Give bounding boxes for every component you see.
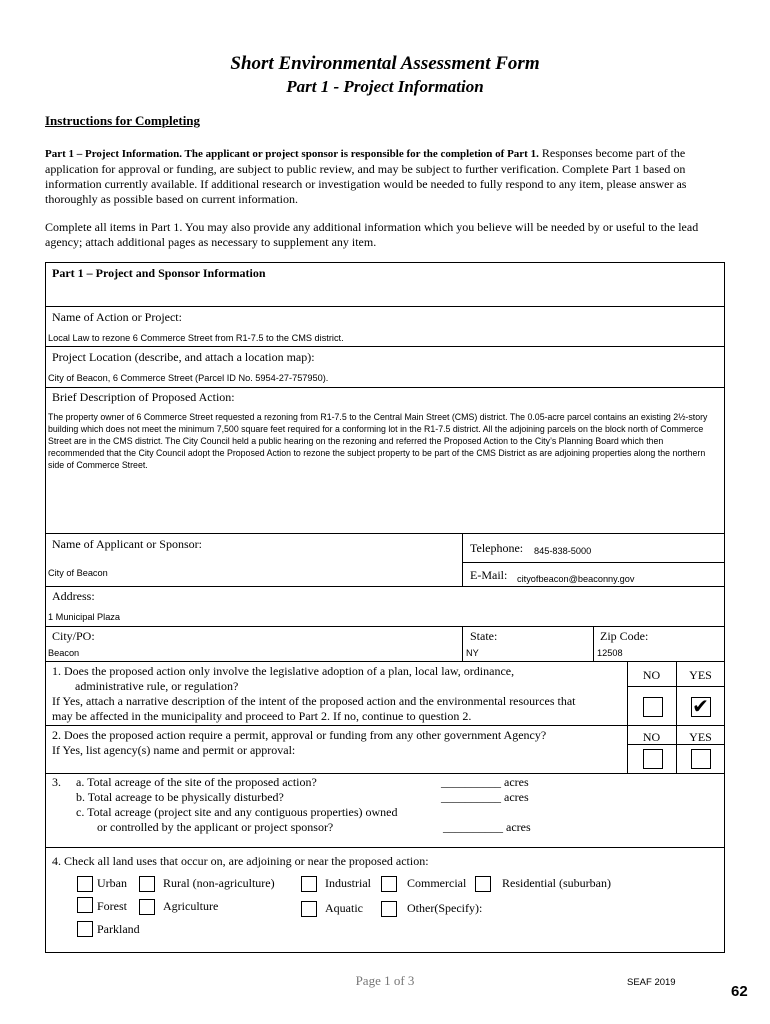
land-use-aquatic-label: Aquatic [325,901,363,915]
land-use-parkland-label: Parkland [97,922,140,936]
instructions-paragraph-2: Complete all items in Part 1. You may also provide any additional information which you believe will be needed by or useful to the lead agency; attach additional pages as necessary to supplement any item. [45,220,699,249]
section-title: Part 1 – Project and Sponsor Information [52,266,266,280]
location-label: Project Location (describe, and attach a location map): [52,350,315,364]
q2-line-2: If Yes, list agency(s) name and permit or approval: [52,743,296,757]
q3-a-acres[interactable]: __________ acres [441,775,529,789]
q3-b: b. Total acreage to be physically disturbed? [76,790,284,804]
city-label: City/PO: [52,629,95,643]
q1-line-1: 1. Does the proposed action only involve the legislative adoption of a plan, local law, ordinance, [52,664,515,678]
address-label: Address: [52,589,95,603]
location-value[interactable]: City of Beacon, 6 Commerce Street (Parcel ID No. 5954-27-757950). [48,373,329,383]
q2-no-label: NO [642,730,661,744]
q1-line-3: If Yes, attach a narrative description of the intent of the proposed action and the environmental resources that [52,694,576,708]
address-value[interactable]: 1 Municipal Plaza [48,612,121,622]
land-use-rural-checkbox[interactable] [139,876,155,892]
q3-c-acres[interactable]: __________ acres [443,820,531,834]
land-use-residential-checkbox[interactable] [475,876,491,892]
instructions-body: Responses become part of the application for approval or funding, are subject to public review, and may be subject to further verification. Complete Part 1 based on information currently available. If additional research or investigation would be needed to fully respond to any item, please answer as thoroughly as possible based on current information. [45,146,687,206]
q1-yes-label: YES [689,668,712,682]
email-value[interactable]: cityofbeacon@beaconny.gov [517,574,635,584]
state-label: State: [470,629,498,643]
instructions-bold-lead: Part 1 – Project Information. The applicant or project sponsor is responsible for the completion of Part 1. [45,148,539,160]
instructions-paragraph-1 [45,146,725,207]
q2-no-checkbox[interactable] [643,749,663,769]
city-value[interactable]: Beacon [48,648,80,658]
q3-c-line-2: or controlled by the applicant or project sponsor? [97,820,334,834]
instructions-heading: Instructions for Completing [45,113,201,128]
land-use-parkland-checkbox[interactable] [77,921,93,937]
land-use-forest-label: Forest [97,899,127,913]
action-value[interactable]: Local Law to rezone 6 Commerce Street from R1-7.5 to the CMS district. [48,333,344,343]
q1-line-2: administrative rule, or regulation? [75,679,239,693]
land-use-industrial-label: Industrial [325,876,371,890]
q2-yes-label: YES [689,730,712,744]
checkmark-icon: ✔ [692,695,709,718]
land-use-agriculture-checkbox[interactable] [139,899,155,915]
land-use-urban-checkbox[interactable] [77,876,93,892]
land-use-forest-checkbox[interactable] [77,897,93,913]
q1-no-checkbox[interactable] [643,697,663,717]
q1-line-4: may be affected in the municipality and proceed to Part 2. If no, continue to question 2. [52,709,472,723]
q2-yes-checkbox[interactable] [691,749,711,769]
q2-line-1: 2. Does the proposed action require a permit, approval or funding from any other government Agency? [52,728,547,742]
zip-label: Zip Code: [600,629,649,643]
zip-value[interactable]: 12508 [597,648,623,658]
page-number: 62 [731,983,748,1000]
telephone-value[interactable]: 845-838-5000 [534,546,592,556]
land-use-commercial-checkbox[interactable] [381,876,397,892]
form-subtitle: Part 1 - Project Information [286,77,484,96]
land-use-commercial-label: Commercial [407,876,467,890]
state-value[interactable]: NY [466,648,479,658]
applicant-value[interactable]: City of Beacon [48,568,108,578]
email-label: E-Mail: [470,568,508,582]
applicant-label: Name of Applicant or Sponsor: [52,537,202,551]
land-use-agriculture-label: Agriculture [163,899,219,913]
land-use-other-label: Other(Specify): [407,901,483,915]
q3-b-acres[interactable]: __________ acres [441,790,529,804]
q3-c-line-1: c. Total acreage (project site and any contiguous properties) owned [76,805,398,819]
q1-no-label: NO [642,668,661,682]
land-use-residential-label: Residential (suburban) [502,876,611,890]
q3-a: a. Total acreage of the site of the proposed action? [76,775,317,789]
page-indicator: Page 1 of 3 [355,973,415,988]
land-use-urban-label: Urban [97,876,127,890]
description-label: Brief Description of Proposed Action: [52,390,235,404]
q1-yes-checkbox[interactable] [691,697,711,717]
q4-text: 4. Check all land uses that occur on, are adjoining or near the proposed action: [52,854,429,868]
land-use-other-checkbox[interactable] [381,901,397,917]
land-use-industrial-checkbox[interactable] [301,876,317,892]
form-title: Short Environmental Assessment Form [230,53,540,74]
telephone-label: Telephone: [470,541,524,555]
q3-number: 3. [52,775,61,789]
land-use-aquatic-checkbox[interactable] [301,901,317,917]
description-value[interactable]: The property owner of 6 Commerce Street requested a rezoning from R1-7.5 to the Central Main Street (CMS) district. The 0.05-acre parcel contains an existing 2½-story building which does not meet the minimum 7,500 square feet required for a conforming lot in the R1-7.5 district. All the adjoining parcels on the block north of Commerce Street are in the CMS district. The City Council held a public hearing on the rezoning and referred the Proposed Action to the City’s Planning Board which then recommended that the City Council adopt the Proposed Action to rezone the subject property to be part of the CMS District as are adjoining properties along the northern side of Commerce Street. [48,412,708,470]
form-id: SEAF 2019 [627,977,676,988]
land-use-rural-label: Rural (non-agriculture) [163,876,275,890]
action-label: Name of Action or Project: [52,310,182,324]
